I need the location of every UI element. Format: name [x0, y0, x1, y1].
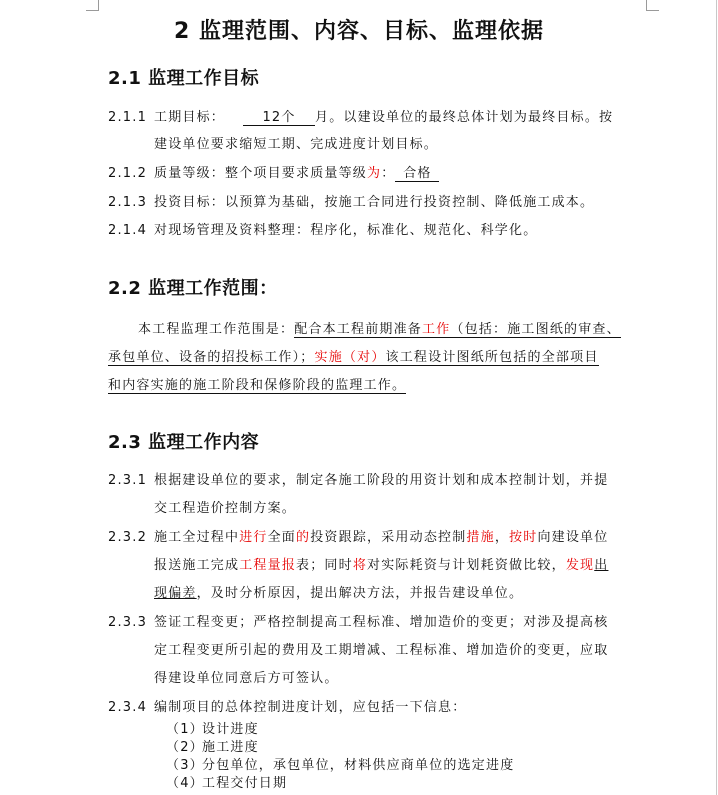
item-2-3-3-cont-2: 得建设单位同意后方可签认。: [154, 671, 339, 686]
sub-item-2: [166, 736, 259, 755]
item-text-red: 措施: [466, 530, 495, 545]
section-heading-2-1: 2.1 监理工作目标: [108, 68, 260, 89]
item-text-red: 发现: [565, 558, 595, 573]
item-text: 签证工程变更；严格控制提高工程标准、增加造价的变更；对涉及提高核: [154, 615, 609, 630]
item-text: 对实际耗资与计划耗资做比较，: [367, 558, 566, 573]
item-number: 2.3.1: [108, 473, 148, 488]
crop-mark-top-left: [86, 0, 99, 11]
item-text: 对现场管理及资料整理：程序化，标准化、规范化、科学化。: [154, 223, 538, 238]
item-2-1-1-cont: 建设单位要求缩短工期、完成进度计划目标。: [154, 137, 439, 152]
item-text: ，及时分析原因，提出解决方法，并报告建设单位。: [196, 586, 524, 601]
scope-text-underlined: 该工程设计图纸所包括的全部项目: [385, 350, 599, 365]
item-text: 向建设单位: [537, 530, 609, 545]
crop-mark-top-right: [646, 0, 659, 11]
chapter-title: 2 监理范围、内容、目标、监理依据: [174, 19, 544, 44]
sub-text: 施工进度: [202, 740, 259, 755]
item-2-3-1-cont: 交工程造价控制方案。: [154, 501, 297, 516]
item-label: 工期目标：: [154, 110, 226, 125]
item-2-3-1: [108, 469, 608, 488]
item-number: 2.1.1: [108, 110, 148, 125]
scope-text-red: 实施（对）: [314, 350, 386, 365]
item-number: 2.1.3: [108, 195, 148, 210]
item-number: 2.1.2: [108, 166, 148, 181]
sub-text: 设计进度: [202, 722, 259, 737]
scope-text-underlined: 和内容实施的施工阶段和保修阶段的监理工作。: [108, 378, 407, 393]
item-text-underlined: 现偏差: [154, 586, 197, 601]
scope-line-1: [138, 318, 621, 337]
scope-line-2: [108, 346, 599, 365]
item-text-underlined: 出: [594, 558, 609, 573]
sub-text: 分包单位，承包单位，材料供应商单位的选定进度: [202, 758, 515, 773]
item-text-red: 按时: [509, 530, 538, 545]
scope-text: 本工程监理工作范围是：: [138, 322, 295, 337]
item-number: 2.3.4: [108, 700, 148, 715]
item-text-red: 将: [352, 558, 368, 573]
item-text: 投资跟踪，采用动态控制: [310, 530, 467, 545]
item-text: 施工全过程中: [154, 530, 240, 545]
sub-number: （4）: [166, 776, 204, 791]
section-heading-2-3: 2.3 监理工作内容: [108, 432, 260, 453]
item-text-red: 为: [367, 166, 382, 181]
sub-item-3: [166, 754, 514, 773]
item-number: 2.3.3: [108, 615, 148, 630]
page-edge: [716, 0, 717, 795]
quality-value: 合格: [395, 162, 439, 182]
item-text-red: 报: [281, 558, 297, 573]
item-text: [154, 530, 608, 545]
item-text: 报送施工完成: [154, 558, 240, 573]
item-2-1-4: [108, 219, 537, 238]
item-text: 全面: [267, 530, 297, 545]
item-text: 编制项目的总体控制进度计划，应包括一下信息：: [154, 700, 467, 715]
sub-number: （3）: [166, 758, 204, 773]
item-text: 质量等级：整个项目要求质量等级: [154, 166, 368, 181]
item-number: 2.1.4: [108, 223, 148, 238]
item-text: 表；同时: [296, 558, 353, 573]
sub-number: （2）: [166, 740, 204, 755]
item-text: 根据建设单位的要求，制定各施工阶段的用资计划和成本控制计划，并提: [154, 473, 609, 488]
item-2-3-2: [108, 526, 608, 545]
duration-value: 12个: [243, 106, 315, 126]
item-text-red: 进行: [239, 530, 268, 545]
scope-text-underlined: 配合本工程前期准备: [294, 322, 423, 337]
item-text: 月。以建设单位的最终总体计划为最终目标。按: [315, 110, 614, 125]
item-2-1-2: [108, 162, 439, 182]
item-text: ，: [494, 530, 510, 545]
item-text-red: 工程量: [239, 558, 282, 573]
scope-text-underlined: 承包单位、设备的招投标工作）；: [108, 350, 315, 365]
item-text-red: 的: [296, 530, 311, 545]
sub-item-4: [166, 772, 287, 791]
item-2-3-2-cont: [154, 554, 608, 573]
scope-text-underlined: （包括：施工图纸的审查、: [450, 322, 621, 337]
sub-number: （1）: [166, 722, 204, 737]
section-heading-2-2: 2.2 监理工作范围：: [108, 278, 278, 299]
item-2-3-3: [108, 611, 608, 630]
sub-text: 工程交付日期: [202, 776, 288, 791]
item-2-1-1: [108, 106, 613, 126]
scope-line-3: [108, 374, 406, 393]
item-2-3-2-cont-2: [154, 582, 523, 601]
item-2-3-4: [108, 696, 466, 715]
item-text: ：: [381, 166, 396, 181]
item-number: 2.3.2: [108, 530, 148, 545]
item-text: 投资目标：以预算为基础，按施工合同进行投资控制、降低施工成本。: [154, 195, 595, 210]
item-2-3-3-cont: 定工程变更所引起的费用及工期增减、工程标准、增加造价的变更，应取: [154, 643, 609, 658]
scope-text-red: 工作: [422, 322, 451, 337]
item-2-1-3: [108, 191, 594, 210]
sub-item-1: [166, 718, 259, 737]
